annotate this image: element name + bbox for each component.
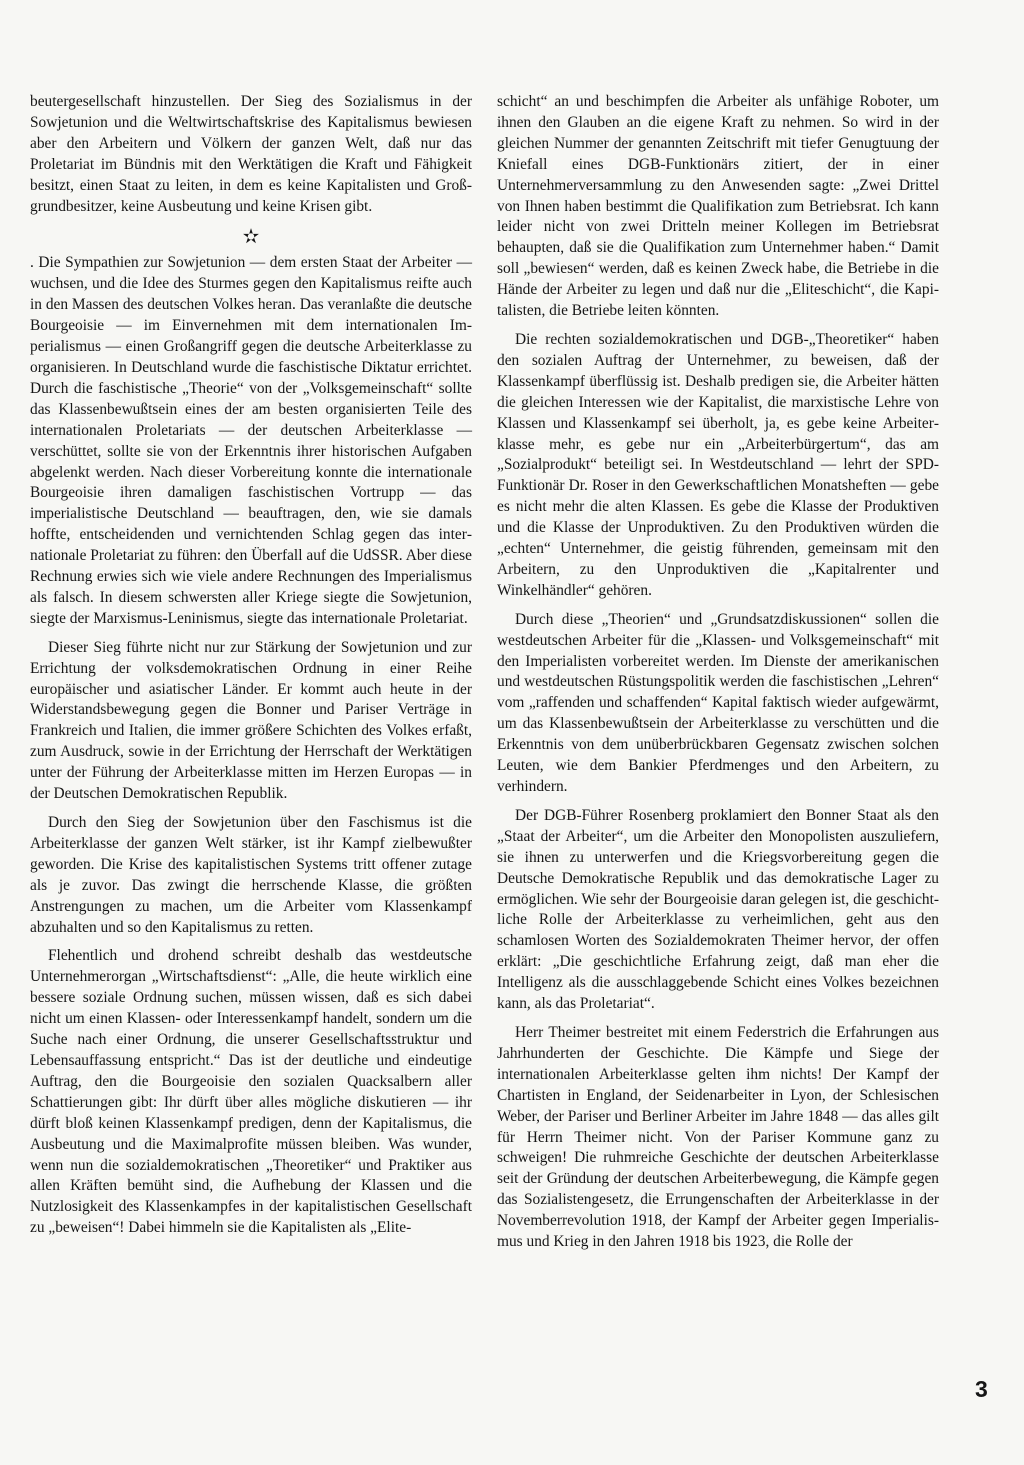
paragraph: Durch den Sieg der Sowjetunion über den Faschismus ist die Arbeiterklasse der ganzen Welt stärker, ist ihr Kampf zielbewußter geworden. Die Krise des kapitalistischen Systems tritt offener zutage als je zuvor. Das zwingt die herrschende Klasse, die größten Anstrengungen zu machen, um die Arbeiter vom Klassenkampf abzuhalten und so den Kapitalismus zu retten. bbox=[30, 814, 472, 936]
right-column bbox=[497, 92, 939, 1261]
paragraph: . Die Sympathien zur Sowjetunion — dem ersten Staat der Arbeiter — wuchsen, und die Idee des Sturmes gegen den Kapitalismus reifte auch in den Massen des deutschen Volkes heran. Das veranlaßte die deutsche Bourgeoisie — im Einvernehmen mit dem internationalen Imperialismus — einen Großangriff gegen die deutsche Arbeiterklasse zu organisieren. In Deutschland wurde die faschistische Diktatur errichtet. Durch die faschistische „Theorie“ von der „Volksgemeinschaft“ sollte das Klassenbewußtsein eines der am besten organisierten Teile des internationalen Proletariats — der deutschen Arbeiterklasse — verschüttet, sollte sie von der Erkenntnis ihrer historischen Aufgaben abgelenkt werden. Nach dieser Vorbereitung konnte die internationale Bourgeoisie ihren damaligen faschistischen Vortrupp — das imperialistische Deutschland — beauftragen, den, wie sie damals hoffte, entscheidenden und vernichtenden Schlag gegen das internationale Proletariat zu führen: den Überfall auf die UdSSR. Aber diese Rechnung erwies sich wie viele andere Rechnungen des Imperialismus als falsch. In diesem schwersten aller Kriege siegte die Sowjetunion, siegte der Marxismus-Leninismus, siegte das internationale Proletariat. bbox=[30, 254, 472, 627]
paragraph: Der DGB-Führer Rosenberg proklamiert den Bonner Staat als den „Staat der Arbeiter“, um die Arbeiter den Monopolisten auszuliefern, sie ihnen zu unterwerfen und die Kriegsvorbereitung gegen die Deutsche Demokratische Republik und das demokratische Lager zu ermöglichen. Wie sehr der Bourgeoisie daran gelegen ist, die geschichtliche Rolle der Arbeiterklasse zu verheimlichen, geht aus den schamlosen Worten des Sozialdemokraten Theimer hervor, der offen erklärt: „Die geschichtliche Erfahrung zeigt, daß man eher die Intelligenz als die ausschlaggebende Schicht eines Volkes bezeichnen kann, als das Proletariat“. bbox=[497, 806, 940, 1013]
paragraph: Flehentlich und drohend schreibt deshalb das westdeutsche Unternehmerorgan „Wirtschaftsdienst“: „Alle, die heute wirklich eine bessere soziale Ordnung suchen, müssen wissen, daß es sich dabei nicht um einen Klassen- oder Interessenkampf handelt, sondern um die Suche nach einer Ordnung, die unserer Gesellschaftsstruktur und Lebensauffassung entspricht.“ Das ist der deutliche und eindeutige Auftrag, den die Bourgeoisie den sozialen Quacksalbern aller Schattierungen gibt: Ihr dürft über alles mögliche diskutieren — ihr dürft bloß keinen Klassenkampf predigen, denn der Kapitalismus, die Ausbeutung und die Maximalprofite müssen bleiben. Was wunder, wenn nun die sozialdemokratischen „Theoretiker“ und Praktiker aus allen Kräften bemüht sind, die Aufhebung der Klassen und die Nutzlosigkeit des Klassenkampfes in der kapitalistischen Gesellschaft zu „beweisen“! Dabei himmeln sie die Kapitalisten als „Elite- bbox=[30, 947, 472, 1237]
paragraph: beutergesellschaft hinzustellen. Der Sieg des Sozialismus in der Sowjetunion und die Weltwirtschaftskrise des Kapitalismus bewiesen aber den Arbeitern und Völkern der ganzen Welt, daß nur das Proletariat im Bündnis mit den Werktätigen die Kraft und Fähigkeit besitzt, einen Staat zu leiten, in dem es keine Kapitalisten und Großgrundbesitzer, keine Ausbeutung und keine Krisen gibt. bbox=[30, 93, 472, 215]
paragraph: schicht“ an und beschimpfen die Arbeiter als unfähige Roboter, um ihnen den Glauben an die eigene Kraft zu nehmen. So wird in der gleichen Nummer der genannten Zeitschrift mit tiefer Genugtuung der Kniefall eines DGB-Funktionärs zitiert, der in einer Unternehmerversammlung zu den Anwesenden sagte: „Zwei Drittel von Ihnen haben bestimmt die Qualifikation zum Betriebsrat. Ich kann leider nicht von zwei Dritteln meiner Kollegen im Betriebsrat behaupten, daß sie die Qualifikation zum Unternehmer haben.“ Damit soll „bewiesen“ werden, daß es keinen Zweck habe, die Betriebe in die Hände der Arbeiter zu legen und daß nur die „Eliteschicht“, die Kapitalisten, die Betriebe leiten könnten. bbox=[497, 93, 939, 320]
page-number: 3 bbox=[975, 1376, 988, 1402]
left-column bbox=[30, 92, 472, 1247]
paragraph: Durch diese „Theorien“ und „Grundsatzdiskussionen“ sollen die westdeutschen Arbeiter für die „Klassen- und Volksgemeinschaft“ mit den Imperialisten vorbereitet werden. Im Dienste der amerikanischen und westdeutschen Rüstungspolitik werden die faschistischen „Lehren“ vom „raffenden und schaffenden“ Kapital faktisch wieder aufgewärmt, um das Klassenbewußtsein der Arbeiterklasse zu verschütten und die Erkenntnis von dem unüberbrückbaren Gegensatz zwischen solchen Leuten, wie dem Bankier Pferdmenges und den Arbeitern, zu verhindern. bbox=[497, 610, 939, 795]
paragraph: Dieser Sieg führte nicht nur zur Stärkung der Sowjetunion und zur Errichtung der volksdemokratischen Ordnung in einer Reihe europäischer und asiatischer Länder. Er kommt auch heute in der Widerstandsbewegung gegen die Bonner und Pariser Verträge in Frankreich und Italien, die immer größere Schichten des Volkes erfaßt, zum Ausdruck, sowie in der Errichtung der Herrschaft der Werktätigen unter der Führung der Arbeiterklasse mitten im Herzen Europas — in der Deutschen Demokratischen Republik. bbox=[30, 638, 472, 803]
paragraph: Die rechten sozialdemokratischen und DGB-„Theoretiker“ haben den sozialen Auftrag der Unternehmer, zu beweisen, daß der Klassenkampf überflüssig ist. Deshalb predigen sie, die Arbeiter hätten die gleichen Interessen wie der Kapitalist, die marxistische Lehre von Klassen und Klassenkampf sei überholt, ja, es gebe keine Arbeiterklasse mehr, es gebe nur ein „Arbeiterbürgertum“, das am „Sozialprodukt“ beteiligt sei. In Westdeutschland — lehrt der SPD-Funktionär Dr. Roser in den Gewerkschaftlichen Monatsheften — gebe es nicht mehr die alten Klassen. Es gebe die Klasse der Produktiven und die Klasse der Unproduktiven. Zu den Produktiven würden die „echten“ Unternehmer, die geistig führenden, gemeinsam mit den Arbeitern, zu den Unproduktiven die „Kapitalrenter und Winkelhändler“ gehören. bbox=[497, 330, 939, 599]
paragraph: Herr Theimer bestreitet mit einem Federstrich die Erfahrungen aus Jahrhunderten der Geschichte. Die Kämpfe und Siege der internationalen Arbeiterklasse gelten ihm nichts! Der Kampf der Chartisten in England, der Seidenarbeiter in Lyon, der Schlesischen Weber, der Pariser und Berliner Arbeiter im Jahre 1848 — das alles gilt für Herrn Theimer nicht. Von der Pariser Kommune ganz zu schweigen! Die ruhmreiche Geschichte der deutschen Arbeiterklasse seit der Gründung der deutschen Arbeiterbewegung, die Kämpfe gegen das Sozialistengesetz, die Errungenschaften der Arbeiterklasse in der Novemberrevolution 1918, der Kampf der Arbeiter gegen Imperialismus und Krieg in den Jahren 1918 bis 1923, die Rolle der bbox=[497, 1023, 939, 1251]
star-divider-icon: ✫ bbox=[242, 226, 260, 249]
